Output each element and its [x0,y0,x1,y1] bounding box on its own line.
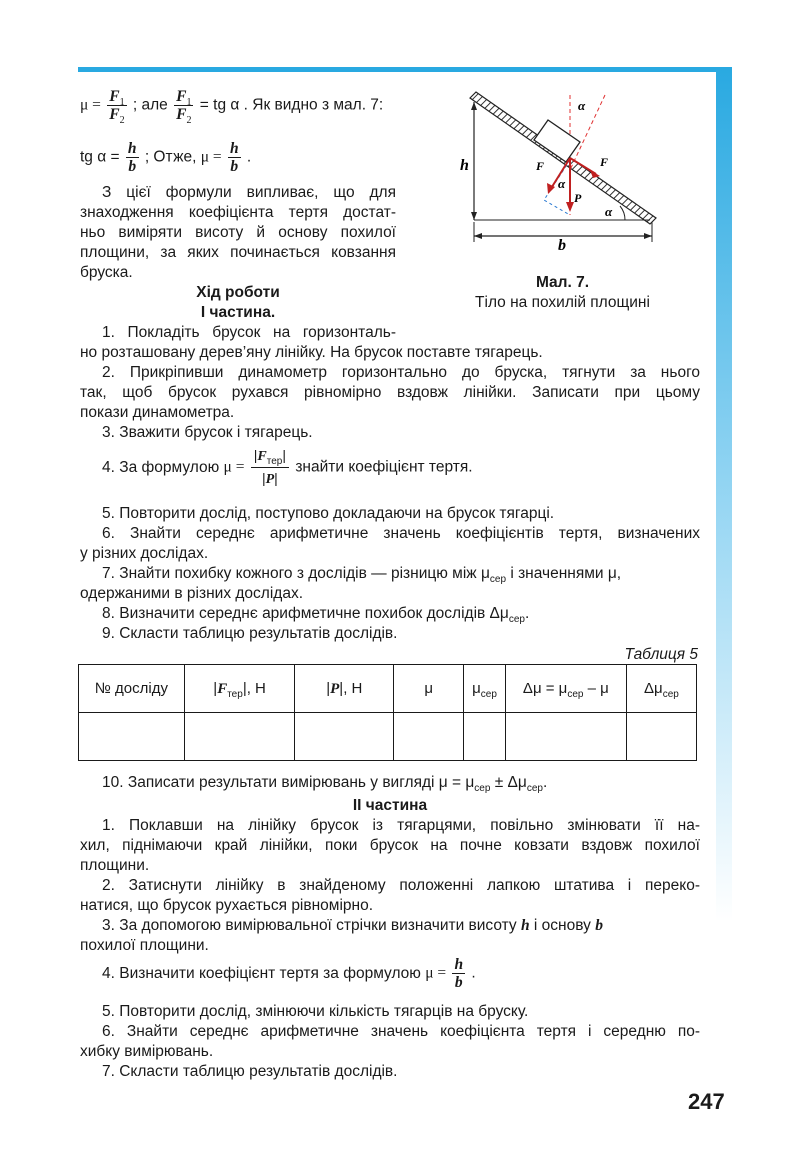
step-text: і значеннями μ, [510,565,622,582]
table-cell [464,713,506,761]
formula-line-1: μ = $\frac{F_1}{F_2}$ ; але $\frac{F_1}{F_2}$ = tg α . Як видно з мал. 7: [80,88,384,127]
top-accent-bar [78,67,718,72]
step-text: 5. Повторити дослід, змінюючи кількість тягарців на бруску. [102,1003,529,1020]
step8-line: 8. Визначити середнє арифметичне похибок дослідів $\Delta\mu_{сер}$. [102,605,530,626]
table-cell [505,713,626,761]
label-p: P [574,191,582,205]
header-cell: $|F_{тер}|$, Н [184,665,295,713]
intro-line: бруска. [80,264,133,281]
step-text: 5. Повторити дослід, поступово докладаючи на брусок тягарці. [102,505,555,522]
inclined-plane-figure [460,90,660,255]
step-text: площини. [80,857,150,874]
step-text: хил, піднімаючи край лінійки, поки брусок на почне ковзати вздовж похилої [80,837,700,854]
step-text: 1. Покладіть брусок на горизонталь- [102,324,396,341]
step-text: 6. Знайти середнє арифметичне значень коефіцієнтів тертя, визначених [102,525,700,542]
table-caption: Таблиця 5 [624,646,698,663]
step-text: 6. Знайти середнє арифметичне значень коефіцієнта тертя і середню по- [102,1023,700,1040]
step7-line: 7. Знайти похибку кожного з дослідів — різницю між $\mu_{сер}$ і значеннями μ, [102,565,622,586]
step-text: 7. Скласти таблицю результатів дослідів. [102,1063,398,1080]
intro-paragraph [80,183,396,323]
label-f1: F [600,155,609,169]
heading-part2: II частина [352,797,428,814]
label-h: h [460,157,469,174]
step-text: 8. Визначити середнє арифметичне похибок дослідів Δμ [102,605,509,622]
header-cell: $\Delta\mu = \mu_{сер} - \mu$ [505,665,626,713]
step4-part2: 4. Визначити коефіцієнт тертя за формулою μ = $\frac{h}{b}$ . [80,956,700,991]
figure-caption-text: Тіло на похилій площині [475,294,650,311]
heading-work: Хід роботи [196,284,280,301]
label-b: b [558,237,566,254]
table-cell [184,713,295,761]
formula1-mid: ; але [132,96,168,114]
step-text: одержаними в різних дослідах. [80,585,304,602]
results-table [78,664,697,761]
step10-line: 10. Записати результати вимірювань у вигляді $\mu = \mu_{сер} \pm \Delta\mu_{сер}$. [80,773,700,793]
step-text: і основу [533,917,591,934]
step-text: 2. Прикріпивши динамометр горизонтально до бруска, тягнути за нього [102,364,700,381]
step1-first-line [80,323,396,343]
header-cell: μ [394,665,464,713]
step-text: натися, що брусок рухається рівномірно. [80,897,374,914]
tga-label: tg α = [80,148,120,166]
heading-part1: I частина. [200,304,276,321]
part2-cont [80,1002,700,1082]
step4-line: 4. За формулою μ = $\frac{|F_{тер}|}{|P|}$ знайти коефіцієнт тертя. [80,445,700,490]
step-text: похилої площини. [80,937,209,954]
label-alpha-mid: α [558,176,566,191]
tga-mid: ; Отже, [144,148,197,166]
step-text: у різних дослідах. [80,545,209,562]
header-cell: |P|, Н [295,665,394,713]
step3-part2: 3. За допомогою вимірювальної стрічки визначити висоту h і основу b [102,917,603,934]
step-text: ± Δμ [494,774,527,791]
intro-line: ньо виміряти висоту й основу похилої [80,224,396,241]
step-text: 10. Записати результати вимірювань у вигляді μ = μ [102,774,475,791]
header-cell: $\mu_{сер}$ [464,665,506,713]
step-text: хибку вимірювань. [80,1043,214,1060]
step-text: 2. Затиснути лінійку в знайденому положенні лапкою штатива і переко- [102,877,700,894]
steps-part1 [80,343,700,443]
figure-caption-title: Мал. 7. [535,274,590,291]
step-text: 4. Визначити коефіцієнт тертя за формулою [102,964,421,982]
part2 [80,796,700,956]
header-cell: $\Delta\mu_{сер}$ [626,665,696,713]
step-text: 9. Скласти таблицю результатів дослідів. [102,625,398,642]
label-alpha-bottom: α [605,204,613,219]
side-accent-bar [716,67,732,967]
label-alpha-top: α [578,98,586,113]
step-text: но розташовану дерев’яну лінійку. На брусок поставте тягарець. [80,344,543,361]
table-cell [394,713,464,761]
label-f2: F [536,159,545,173]
formula-line-2: tg α = $\frac{h}{b}$ ; Отже, μ = $\frac{h}{b}$ . [80,140,252,175]
table-header-row [79,665,697,713]
intro-line: З цієї формули випливає, що для [102,184,396,201]
formula1-end: = tg α . Як видно з мал. 7: [199,96,384,114]
table-row [79,713,697,761]
step-text: 4. За формулою [102,458,220,476]
step-text: знайти коефіцієнт тертя. [295,458,473,476]
step-text: так, щоб брусок рухався рівномірно вздовж лінійки. Записати при цьому [80,384,700,401]
header-cell: № дослiду [79,665,185,713]
step-text: покази динамометра. [80,404,235,421]
intro-line: площини, за яких починається ковзання [80,244,396,261]
table-cell [79,713,185,761]
steps-part1-cont [80,504,700,644]
step-text: 3. Зважити брусок і тягарець. [102,424,313,441]
table-cell [626,713,696,761]
table-cell [295,713,394,761]
intro-line: знаходження коефіцієнта тертя достат- [80,204,396,221]
step-text: 7. Знайти похибку кожного з дослідів — різницю між μ [102,565,490,582]
step-text: 1. Поклавши на лінійку брусок із тягарцями, повільно змінювати її на- [102,817,700,834]
page-number: 247 [688,1089,725,1114]
step-text: 3. За допомогою вимірювальної стрічки визначити висоту [102,917,517,934]
